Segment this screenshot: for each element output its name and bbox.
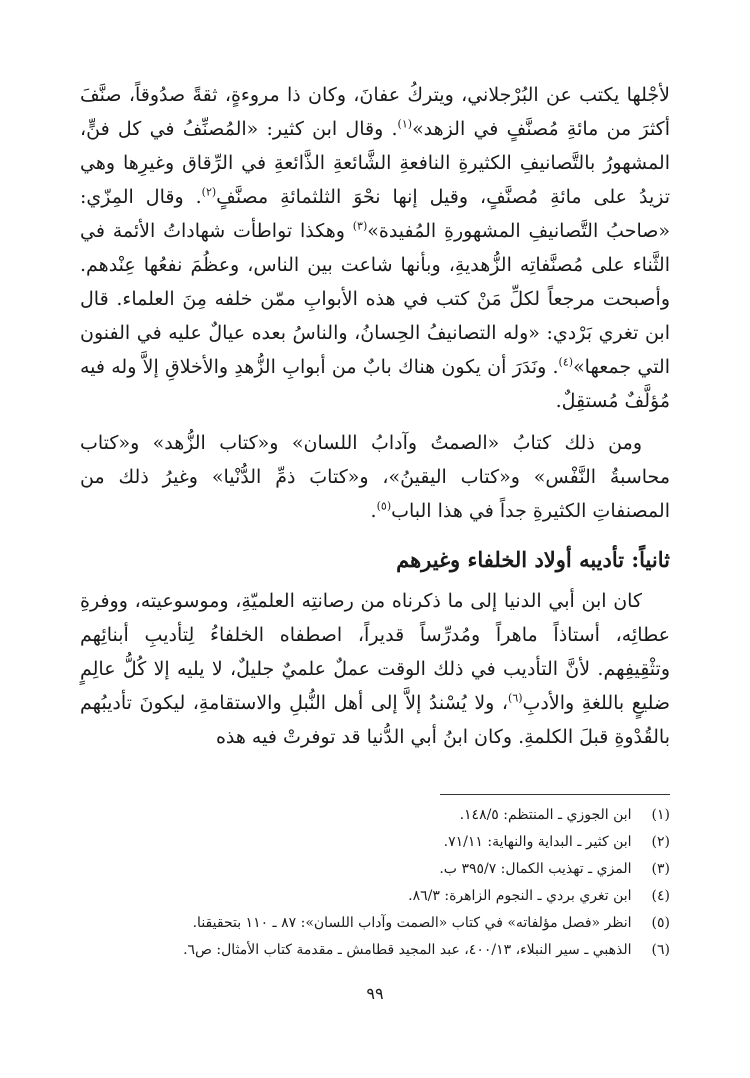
footnote-text: ابن تغري بردي ـ النجوم الزاهرة: ٨٦/٣. [408,888,632,904]
paragraph-3 [80,584,670,754]
page-number: ٩٩ [366,984,384,1003]
footnote-5 [80,910,670,937]
paragraph-3-text-b: ، ولا يُسْندُ إلاَّ إلى أهل النُّبلِ والاستقامةِ، ليكونَ تأديبُهم بالقُدْوةِ قبلَ الكلمةِ. وكان ابنُ أبي الدُّنيا قد توفرتْ فيه هذه [80,692,670,748]
footnote-number: (٤) [651,888,670,904]
footnote-6 [80,937,670,964]
footnote-ref-3[interactable]: (٣) [352,219,368,233]
body-text [80,78,670,754]
paragraph-2-text: ومن ذلك كتابُ «الصمتُ وآدابُ اللسان» و«كتاب الزُّهد» و«كتاب محاسبةُ النَّفْس» و«كتاب اليقينُ»، و«كتابَ ذمِّ الدُّنْيا» وغيرُ ذلك من المصنفاتِ الكثيرةِ جداً في هذا الباب [80,432,670,522]
footnote-number: (٣) [651,861,670,877]
paragraph-1-text-b: . وقال ابن كثير: «المُصنِّفُ في كل فنٍّ، المشهورُ بالتَّصانيفِ الكثيرةِ النافعةِ الشَّائعةِ الذَّائعةِ في الرِّقاق وغيرِها وهي تزيدُ على مائةِ مُصنَّفٍ، وقيل إنها نحْوَ الثلثمائةِ مصنَّفٍ [80,118,670,208]
footnote-number: (١) [651,807,670,823]
footnote-3 [80,856,670,883]
footnote-ref-5[interactable]: (٥) [376,499,392,513]
paragraph-3-text-a: كان ابن أبي الدنيا إلى ما ذكرناه من رصانتِه العلميّةِ، وموسوعيته، ووفرةِ عطائِه، أستاذاً ماهراً ومُدرِّساً قديراً، اصطفاه الخلفاءُ لِتأديبِ أبنائِهم وتثْقِيفِهم. لأنَّ التأديب في ذلك الوقت عملٌ علميٌ جليلٌ، لا يليه إلا كُلُّ عالِمٍ ضليعٍ باللغةِ والأدبِ [80,590,670,714]
footnote-number: (٥) [651,915,670,931]
footnote-separator [440,794,670,795]
footnote-text: ابن كثير ـ البداية والنهاية: ٧١/١١. [443,834,632,850]
footnote-ref-1[interactable]: (١) [397,117,413,131]
footnote-number: (٦) [651,942,670,958]
footnote-number: (٢) [651,834,670,850]
footnote-ref-2[interactable]: (٢) [201,185,217,199]
paragraph-1-text-a: لأجْلها يكتب عن البُرْجلاني، ويتركُ عفانَ، وكان ذا مروءةٍ، ثقةً صدُوقاً، صنَّفَ أكثرَ من مائةِ مُصنَّفٍ في الزهد» [80,84,670,140]
footnote-1 [80,802,670,829]
section-heading: ثانياً: تأديبه أولاد الخلفاء وغيرهم [396,547,670,572]
paragraph-1 [80,78,670,418]
footnote-text: ابن الجوزي ـ المنتظم: ١٤٨/٥. [459,807,632,823]
footnote-text: المزي ـ تهذيب الكمال: ٣٩٥/٧ ب. [439,861,632,877]
footnotes [80,802,670,964]
footnote-text: انظر «فصل مؤلفاته» في كتاب «الصمت وآداب اللسان»: ٨٧ ـ ١١٠ بتحقيقنا. [192,915,632,931]
footnote-2 [80,829,670,856]
paragraph-2-end: . [370,500,377,522]
paragraph-2 [80,426,670,528]
footnote-ref-4[interactable]: (٤) [558,355,574,369]
footnote-ref-6[interactable]: (٦) [508,691,523,705]
footnote-4 [80,883,670,910]
paragraph-1-text-c: . وقال المِزّي: «صاحبُ التَّصانيفِ المشهورةِ المُفيدة» [80,186,670,242]
footnote-text: الذهبي ـ سير النبلاء، ٤٠٠/١٣، عبد المجيد قطامش ـ مقدمة كتاب الأمثال: ص٦. [183,942,632,958]
paragraph-1-text-e: . ونَدَرَ أن يكون هناك بابٌ من أبوابِ الزُّهدِ والأخلاقِ إلاَّ وله فيه مُؤلَّفٌ مُستقِلٌ. [80,356,670,412]
paragraph-1-text-d: وهكذا تواطأت شهاداتُ الأئمة في الثَّناء على مُصنَّفاتِه الزُّهديةِ، وبأنها شاعت بين الناس، وعظُمَ نفعُها عِنْدهم. وأصبحت مرجعاً لكلِّ مَنْ كتب في هذه الأبوابِ ممّن خلفه مِنَ العلماء. قال ابن تغري بَرْدي: «وله التصانيفُ الحِسانُ، والناسُ بعده عيالٌ عليه في الفنون التي جمعها» [80,220,671,378]
